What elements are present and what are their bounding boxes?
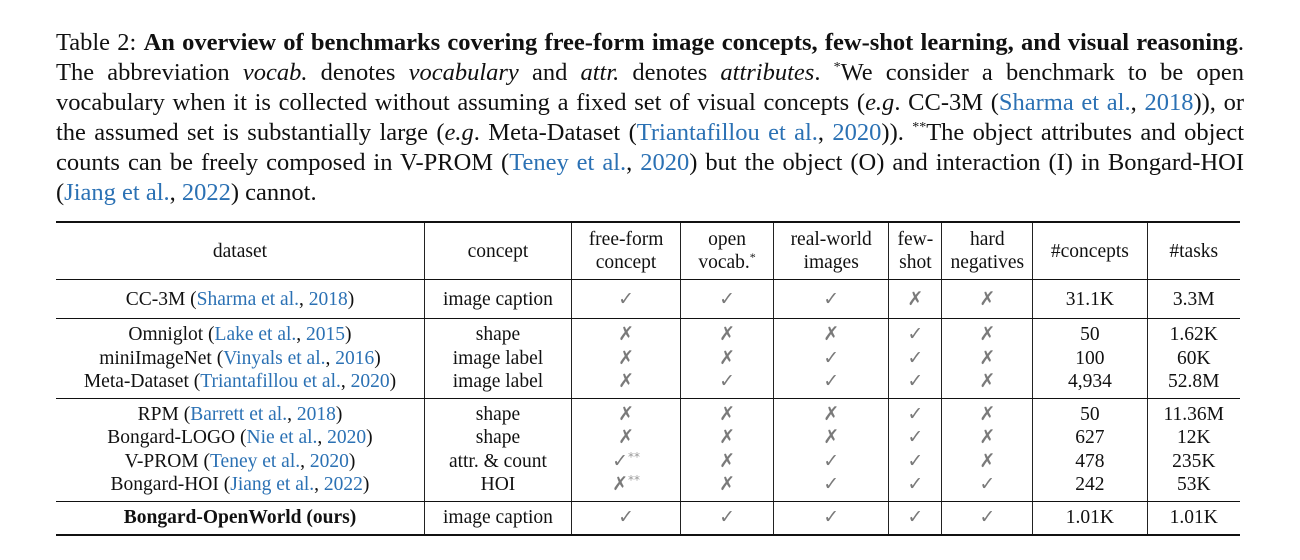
num-tasks-value: 1.62K <box>1169 324 1218 346</box>
mark-free <box>612 450 640 472</box>
mark-free <box>618 506 634 528</box>
footnote-mark: ** <box>628 449 640 464</box>
mark-glyph: ✗ <box>618 426 634 449</box>
table-caption: Table 2: An overview of benchmarks covering free-form image concepts, few-shot learning, and visual reasoning. The abbreviation vocab. denotes vocabulary and attr. denotes attributes. *We consider a benchmark to be open vocabulary when it is collected without assuming a fixed set of visual concepts (e.g. CC-3M (Sharma et al., 2018)), or the assumed set is substantially large (e.g. Meta-Dataset (Triantafillou et al., 2020)). **The object attributes and object counts can be freely composed in V-PROM (Teney et al., 2020) but the object (O) and interaction (I) in Bongard-HOI (Jiang et al., 2022) cannot. <box>56 29 1245 206</box>
cell-num-concepts <box>1033 398 1147 426</box>
footnote-mark: * <box>833 60 841 75</box>
mark-glyph: ✓ <box>823 287 840 310</box>
caption-term: e.g <box>865 89 895 116</box>
num-concepts-value: 31.1K <box>1065 288 1114 310</box>
concept-value: HOI <box>480 474 516 496</box>
mark-free <box>618 426 634 448</box>
group-few-shot-datasets <box>56 319 1240 399</box>
cell-real-world <box>774 398 889 426</box>
header-label: hard <box>969 229 1005 250</box>
num-concepts-value: 478 <box>1075 450 1105 472</box>
mark-glyph: ✓ <box>719 287 736 310</box>
citation-link[interactable]: Sharma et al. <box>196 288 300 310</box>
caption-term: attr. <box>580 59 620 86</box>
cell-hard-negatives <box>942 347 1033 371</box>
table-row <box>56 347 1240 371</box>
mark-glyph: ✓ <box>907 506 924 528</box>
cell-num-tasks <box>1147 319 1240 347</box>
mark-glyph: ✗ <box>979 402 996 425</box>
cell-real-world <box>774 347 889 371</box>
cell-open-vocab <box>681 473 774 501</box>
mark-few <box>907 403 923 425</box>
header-few-shot <box>889 222 942 280</box>
cell-num-concepts <box>1033 319 1147 347</box>
cell-num-concepts <box>1033 501 1147 535</box>
cell-concept <box>424 426 571 450</box>
header-num-tasks <box>1147 222 1240 280</box>
cell-few-shot <box>889 398 942 426</box>
mark-real <box>823 370 839 392</box>
caption-text: The object attributes and object counts can be freely composed in V-PROM ( <box>56 119 1245 176</box>
mark-hard <box>979 347 995 369</box>
concept-value: image caption <box>442 288 553 310</box>
cell-hard-negatives <box>942 319 1033 347</box>
cell-open-vocab <box>681 280 774 319</box>
mark-glyph: ✗ <box>719 426 736 449</box>
group-ours <box>56 501 1240 535</box>
mark-open <box>719 288 735 310</box>
header-open-vocab <box>681 222 774 280</box>
caption-text: . Meta-Dataset ( <box>473 119 637 146</box>
caption-text: and <box>518 59 581 86</box>
cell-num-concepts <box>1033 473 1147 501</box>
mark-glyph: ✓ <box>907 426 924 449</box>
num-concepts-value: 4,934 <box>1067 371 1112 393</box>
cell-few-shot <box>889 450 942 474</box>
mark-open <box>719 450 735 472</box>
table-row <box>56 501 1240 535</box>
num-tasks-value: 3.3M <box>1172 288 1215 310</box>
mark-glyph: ✗ <box>618 402 634 425</box>
citation-link[interactable]: Sharma et al. <box>998 89 1131 116</box>
cell-real-world <box>774 426 889 450</box>
mark-few <box>907 370 923 392</box>
mark-free <box>618 370 634 392</box>
cell-concept <box>424 450 571 474</box>
header-real-world-images <box>774 222 889 280</box>
mark-glyph: ✓ <box>612 449 628 472</box>
table-row <box>56 398 1240 426</box>
mark-real <box>823 450 839 472</box>
concept-value: shape <box>475 403 521 425</box>
num-concepts-value: 242 <box>1075 474 1105 496</box>
citation-link[interactable]: Teney et al. <box>509 149 627 176</box>
header-concept <box>424 222 571 280</box>
benchmark-table <box>56 221 1240 536</box>
header-label: open <box>708 229 747 250</box>
caption-term: attributes <box>720 59 815 86</box>
mark-glyph: ✓ <box>907 346 924 369</box>
mark-glyph: ✓ <box>719 506 736 528</box>
cell-few-shot <box>889 473 942 501</box>
caption-text: We consider a benchmark to be open vocabulary when it is collected without assuming a fixed set of visual concepts ( <box>56 59 1245 116</box>
caption-text: denotes <box>307 59 409 86</box>
mark-glyph: ✓ <box>907 323 924 346</box>
mark-glyph: ✓ <box>823 370 840 393</box>
cell-concept <box>424 501 571 535</box>
cell-real-world <box>774 450 889 474</box>
mark-glyph: ✓ <box>907 473 924 496</box>
cell-num-tasks <box>1147 426 1240 450</box>
num-tasks-value: 11.36M <box>1163 403 1225 425</box>
mark-glyph: ✓ <box>618 287 634 310</box>
mark-few <box>907 506 923 528</box>
footnote-mark: ** <box>912 120 927 135</box>
table-row <box>56 319 1240 347</box>
citation-link[interactable]: Triantafillou et al. <box>636 119 818 146</box>
cell-hard-negatives <box>942 450 1033 474</box>
cell-real-world <box>774 473 889 501</box>
header-num-concepts <box>1033 222 1147 280</box>
header-label: #tasks <box>1169 240 1219 262</box>
citation-year-link[interactable]: 2015 <box>306 324 346 346</box>
num-tasks-value: 1.01K <box>1169 507 1218 528</box>
footnote-mark: ** <box>628 473 640 488</box>
table-row <box>56 280 1240 319</box>
citation-year-link[interactable]: 2020 <box>327 427 367 449</box>
table-row <box>56 426 1240 450</box>
mark-glyph: ✗ <box>979 346 996 369</box>
mark-real <box>823 347 839 369</box>
cell-concept <box>424 370 571 398</box>
cell-few-shot <box>889 347 942 371</box>
citation-year-link[interactable]: 2022 <box>323 474 363 496</box>
mark-hard <box>979 288 995 310</box>
cell-free-form <box>571 473 680 501</box>
cell-few-shot <box>889 319 942 347</box>
caption-text: )). <box>881 119 913 146</box>
cell-free-form <box>571 450 680 474</box>
mark-real <box>823 426 839 448</box>
cell-open-vocab <box>681 319 774 347</box>
cell-num-concepts <box>1033 426 1147 450</box>
num-tasks-value: 53K <box>1176 474 1211 496</box>
header-label: real-world <box>790 229 872 250</box>
mark-hard <box>979 323 995 345</box>
mark-free <box>618 288 634 310</box>
citation-year-link[interactable]: 2022 <box>181 179 231 206</box>
mark-glyph: ✗ <box>907 287 924 310</box>
mark-glyph: ✓ <box>618 506 634 528</box>
num-concepts-value: 50 <box>1080 403 1100 425</box>
citation-year-link[interactable]: 2020 <box>350 371 390 393</box>
cell-dataset: Bongard-LOGO (Nie et al., 2020) <box>56 426 424 450</box>
group-caption-datasets <box>56 280 1240 319</box>
mark-real <box>823 288 839 310</box>
citation-year-link[interactable]: 2016 <box>335 347 375 369</box>
citation-year-link[interactable]: 2020 <box>640 149 690 176</box>
footnote-mark: * <box>749 250 756 264</box>
caption-label: Table 2: <box>56 29 137 56</box>
concept-value: shape <box>475 324 521 346</box>
mark-glyph: ✓ <box>823 449 840 472</box>
mark-few <box>907 323 923 345</box>
cell-free-form <box>571 280 680 319</box>
cell-few-shot <box>889 501 942 535</box>
header-free-form-concept <box>571 222 680 280</box>
mark-open <box>719 347 735 369</box>
citation-link[interactable]: Teney et al. <box>210 450 301 472</box>
header-label: #concepts <box>1050 240 1129 262</box>
citation-link[interactable]: Lake et al. <box>214 324 297 346</box>
cell-concept <box>424 280 571 319</box>
mark-glyph: ✓ <box>823 506 840 528</box>
header-label: few- <box>897 229 934 250</box>
cell-free-form <box>571 370 680 398</box>
num-tasks-value: 52.8M <box>1168 371 1220 393</box>
num-tasks-value: 235K <box>1172 450 1216 472</box>
mark-open <box>719 370 735 392</box>
mark-free <box>618 347 634 369</box>
caption-text: )), or the assumed set is substantially large ( <box>56 89 1244 146</box>
cell-num-tasks <box>1147 398 1240 426</box>
mark-glyph: ✗ <box>719 449 736 472</box>
table-row <box>56 473 1240 501</box>
caption-text: . CC-3M ( <box>894 89 999 116</box>
cell-open-vocab <box>681 398 774 426</box>
cell-free-form <box>571 398 680 426</box>
caption-text: ) but the object (O) and interaction (I) in Bongard-HOI ( <box>56 149 1245 206</box>
cell-open-vocab <box>681 426 774 450</box>
citation-link[interactable]: Triantafillou et al. <box>200 371 341 393</box>
table-row <box>56 450 1240 474</box>
concept-value: image caption <box>442 507 553 528</box>
header-dataset <box>56 222 424 280</box>
mark-few <box>907 473 923 495</box>
header-label: concept <box>467 240 529 262</box>
mark-glyph: ✓ <box>907 402 924 425</box>
cell-hard-negatives <box>942 370 1033 398</box>
cell-num-concepts <box>1033 347 1147 371</box>
cell-num-concepts <box>1033 450 1147 474</box>
mark-glyph: ✓ <box>907 370 924 393</box>
mark-open <box>719 473 735 495</box>
citation-link[interactable]: Vinyals et al. <box>223 347 326 369</box>
cell-dataset <box>56 501 424 535</box>
concept-value: shape <box>475 427 521 449</box>
mark-glyph: ✗ <box>979 426 996 449</box>
cell-num-tasks <box>1147 347 1240 371</box>
cell-dataset: Omniglot (Lake et al., 2015) <box>56 319 424 347</box>
num-tasks-value: 12K <box>1176 427 1211 449</box>
mark-glyph: ✗ <box>979 370 996 393</box>
citation-link[interactable]: Jiang et al. <box>230 474 315 496</box>
mark-glyph: ✗ <box>719 473 736 496</box>
mark-glyph: ✗ <box>979 449 996 472</box>
mark-hard <box>979 426 995 448</box>
dataset-name: Omniglot <box>128 324 204 346</box>
caption-text: denotes <box>619 59 721 86</box>
mark-real <box>823 506 839 528</box>
mark-real <box>823 403 839 425</box>
cell-real-world <box>774 501 889 535</box>
cell-open-vocab <box>681 501 774 535</box>
caption-text: . The abbreviation <box>56 29 1245 86</box>
cell-concept <box>424 319 571 347</box>
cell-open-vocab <box>681 370 774 398</box>
caption-term: vocab. <box>242 59 308 86</box>
cell-real-world <box>774 319 889 347</box>
dataset-name: V-PROM <box>124 450 199 472</box>
dataset-name: RPM <box>137 403 179 425</box>
mark-hard <box>979 450 995 472</box>
mark-glyph: ✗ <box>823 323 840 346</box>
mark-glyph: ✗ <box>618 370 634 393</box>
caption-text: . <box>814 59 834 86</box>
dataset-name: Bongard-HOI <box>110 474 219 496</box>
dataset-name: miniImageNet <box>99 347 212 369</box>
num-tasks-value: 60K <box>1176 347 1211 369</box>
caption-term: e.g <box>444 119 474 146</box>
mark-glyph: ✓ <box>823 346 840 369</box>
concept-value: image label <box>452 371 544 393</box>
cell-real-world <box>774 370 889 398</box>
mark-open <box>719 323 735 345</box>
caption-text: ) cannot. <box>230 179 317 206</box>
mark-few <box>907 426 923 448</box>
header-label: vocab. <box>698 252 750 273</box>
mark-real <box>823 473 839 495</box>
cell-concept <box>424 473 571 501</box>
cell-concept <box>424 398 571 426</box>
cell-dataset: CC-3M (Sharma et al., 2018) <box>56 280 424 319</box>
mark-glyph: ✗ <box>719 323 736 346</box>
header-label: dataset <box>212 240 268 262</box>
cell-hard-negatives <box>942 398 1033 426</box>
cell-real-world <box>774 280 889 319</box>
cell-num-concepts <box>1033 370 1147 398</box>
cell-num-tasks <box>1147 473 1240 501</box>
cell-few-shot <box>889 370 942 398</box>
mark-glyph: ✗ <box>719 346 736 369</box>
cell-hard-negatives <box>942 280 1033 319</box>
mark-glyph: ✗ <box>719 402 736 425</box>
citation-year-link[interactable]: 2018 <box>296 403 336 425</box>
cell-num-tasks <box>1147 450 1240 474</box>
cell-dataset: Bongard-HOI (Jiang et al., 2022) <box>56 473 424 501</box>
cell-open-vocab <box>681 450 774 474</box>
mark-real <box>823 323 839 345</box>
caption-title: An overview of benchmarks covering free-form image concepts, few-shot learning, and visual reasoning <box>143 29 1238 56</box>
header-hard-negatives <box>942 222 1033 280</box>
header-label: shot <box>899 252 932 273</box>
mark-glyph: ✗ <box>979 323 996 346</box>
mark-few <box>907 288 923 310</box>
mark-glyph: ✗ <box>823 426 840 449</box>
cell-few-shot <box>889 280 942 319</box>
mark-glyph: ✓ <box>979 473 996 496</box>
cell-concept <box>424 347 571 371</box>
mark-hard <box>979 403 995 425</box>
citation-link[interactable]: Nie et al. <box>246 427 318 449</box>
cell-free-form <box>571 426 680 450</box>
mark-glyph: ✗ <box>612 473 628 496</box>
dataset-name: Meta-Dataset <box>83 371 189 393</box>
cell-dataset: V-PROM (Teney et al., 2020) <box>56 450 424 474</box>
cell-open-vocab <box>681 347 774 371</box>
cell-num-tasks <box>1147 501 1240 535</box>
mark-hard <box>979 506 995 528</box>
cell-dataset: Meta-Dataset (Triantafillou et al., 2020) <box>56 370 424 398</box>
cell-num-tasks <box>1147 280 1240 319</box>
num-concepts-value: 1.01K <box>1065 507 1114 528</box>
cell-few-shot <box>889 426 942 450</box>
mark-few <box>907 347 923 369</box>
num-concepts-value: 627 <box>1075 427 1105 449</box>
citation-year-link[interactable]: 2020 <box>832 119 882 146</box>
dataset-name: Bongard-LOGO <box>107 427 236 449</box>
concept-value: image label <box>452 347 544 369</box>
citation-link[interactable]: Jiang et al. <box>64 179 170 206</box>
header-row <box>56 222 1240 280</box>
dataset-name: CC-3M <box>125 288 186 310</box>
mark-free <box>618 403 634 425</box>
header-label: concept <box>595 252 657 273</box>
mark-hard <box>979 473 995 495</box>
citation-year-link[interactable]: 2020 <box>309 450 349 472</box>
mark-hard <box>979 370 995 392</box>
citation-link[interactable]: Barrett et al. <box>190 403 288 425</box>
citation-year-link[interactable]: 2018 <box>308 288 348 310</box>
mark-glyph: ✓ <box>719 370 736 393</box>
mark-glyph: ✓ <box>823 473 840 496</box>
cell-free-form <box>571 347 680 371</box>
mark-open <box>719 426 735 448</box>
mark-glyph: ✗ <box>979 287 996 310</box>
header-label: images <box>803 252 859 273</box>
group-visual-reasoning-datasets <box>56 398 1240 501</box>
mark-glyph: ✓ <box>979 506 996 528</box>
cell-hard-negatives <box>942 473 1033 501</box>
dataset-name: Bongard-OpenWorld (ours) <box>123 507 357 528</box>
cell-hard-negatives <box>942 426 1033 450</box>
mark-few <box>907 450 923 472</box>
table-row <box>56 370 1240 398</box>
citation-year-link[interactable]: 2018 <box>1144 89 1194 116</box>
mark-free <box>612 473 640 495</box>
mark-glyph: ✗ <box>823 402 840 425</box>
cell-num-concepts <box>1033 280 1147 319</box>
mark-open <box>719 506 735 528</box>
mark-glyph: ✓ <box>907 449 924 472</box>
mark-free <box>618 323 634 345</box>
cell-dataset: miniImageNet (Vinyals et al., 2016) <box>56 347 424 371</box>
cell-hard-negatives <box>942 501 1033 535</box>
cell-free-form <box>571 501 680 535</box>
header-label: free-form <box>588 229 664 250</box>
mark-glyph: ✗ <box>618 346 634 369</box>
cell-free-form <box>571 319 680 347</box>
caption-term: vocabulary <box>408 59 519 86</box>
header-label: negatives <box>950 252 1025 273</box>
cell-num-tasks <box>1147 370 1240 398</box>
num-concepts-value: 50 <box>1080 324 1100 346</box>
cell-dataset: RPM (Barrett et al., 2018) <box>56 398 424 426</box>
mark-open <box>719 403 735 425</box>
mark-glyph: ✗ <box>618 323 634 346</box>
concept-value: attr. & count <box>448 450 547 472</box>
num-concepts-value: 100 <box>1075 347 1105 369</box>
